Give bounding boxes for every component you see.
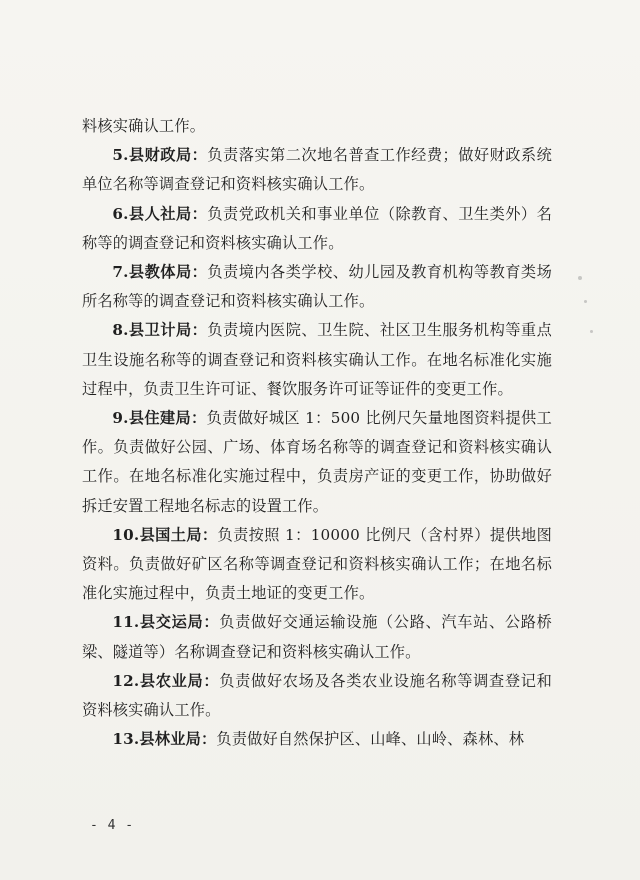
scan-speck (590, 330, 593, 333)
scan-speck (578, 276, 582, 280)
duty-text: 负责做好农场及各类农业设施名称等调查登记和资料核实确认工作。 (82, 671, 553, 720)
duty-item-9 (82, 404, 552, 521)
scan-speck (584, 300, 587, 303)
duty-item-11 (82, 608, 552, 666)
org-name: 8.县卫计局： (112, 321, 208, 340)
duty-item-7 (82, 258, 552, 316)
page-number: - 4 - (90, 818, 135, 833)
duty-text: 负责做好城区 1：500 比例尺矢量地图资料提供工作。负责做好公园、广场、体育场名称等的调查登记和资料核实确认工作。在地名标准化实施过程中，负责房产证的变更工作，协助做好拆迁安置工程地名标志的设置工作。 (82, 409, 552, 515)
duty-text: 负责做好自然保护区、山峰、山岭、森林、林 (216, 730, 525, 749)
duty-text: 负责境内各类学校、幼儿园及教育机构等教育类场所名称等的调查登记和资料核实确认工作。 (82, 263, 552, 311)
org-name: 7.县教体局： (112, 263, 208, 282)
duty-item-8 (82, 316, 552, 404)
duty-item-5 (82, 141, 552, 199)
org-name: 9.县住建局： (112, 409, 207, 428)
duty-text: 负责落实第二次地名普查工作经费；做好财政系统单位名称等调查登记和资料核实确认工作。 (82, 146, 552, 194)
org-name: 6.县人社局： (112, 204, 208, 223)
body-text (82, 112, 552, 754)
duty-item-13 (82, 725, 552, 754)
org-name: 5.县财政局： (112, 146, 208, 165)
org-name: 10.县国土局： (112, 525, 218, 544)
duty-text: 负责做好交通运输设施（公路、汽车站、公路桥梁、隧道等）名称调查登记和资料核实确认工作。 (82, 613, 553, 661)
duty-item-6 (82, 200, 552, 258)
paragraph-continuation: 料核实确认工作。 (82, 117, 206, 135)
duty-text: 负责党政机关和事业单位（除教育、卫生类外）名称等的调查登记和资料核实确认工作。 (82, 204, 552, 252)
org-name: 12.县农业局： (112, 671, 220, 690)
duty-item-10 (82, 521, 552, 609)
duty-text: 负责境内医院、卫生院、社区卫生服务机构等重点卫生设施名称等的调查登记和资料核实确认工作。在地名标准化实施过程中，负责卫生许可证、餐饮服务许可证等证件的变更工作。 (82, 321, 552, 398)
duty-text: 负责按照 1：10000 比例尺（含村界）提供地图资料。负责做好矿区名称等调查登记和资料核实确认工作；在地名标准化实施过程中，负责土地证的变更工作。 (82, 525, 552, 603)
org-name: 13.县林业局： (112, 730, 217, 749)
org-name: 11.县交运局： (112, 613, 220, 632)
duty-item-12 (82, 667, 552, 725)
